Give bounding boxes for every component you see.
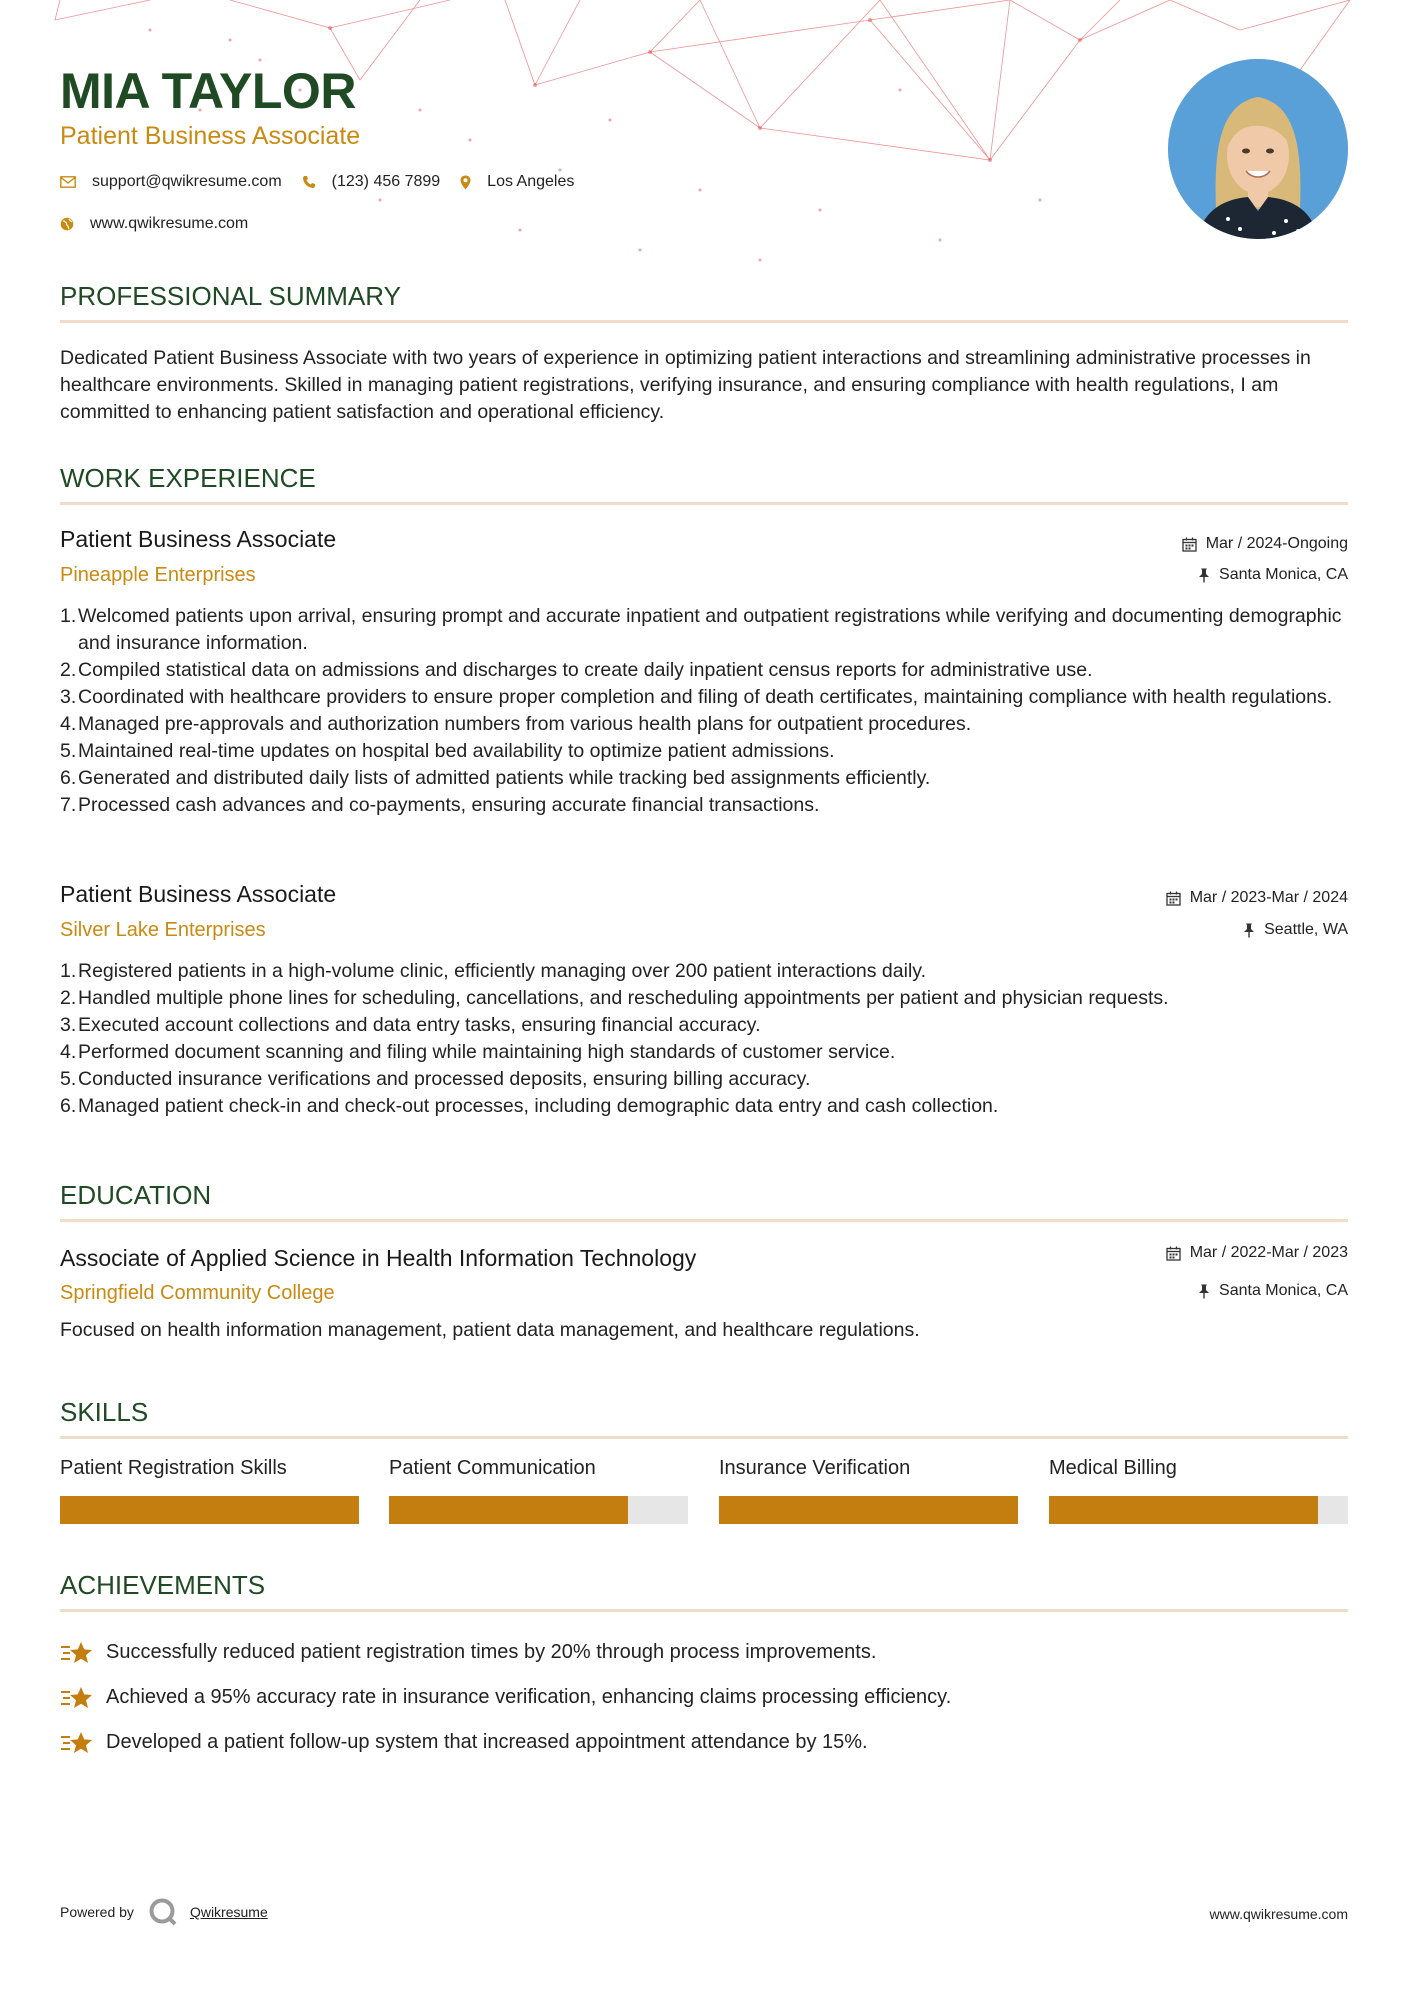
skill-bar (60, 1496, 359, 1524)
website-text: www.qwikresume.com (90, 215, 249, 232)
summary-text: Dedicated Patient Business Associate with two years of experience in optimizing patient interactions and streamlining administrative processes in healthcare environments. Skilled in managing patient registrations, verifying insurance, and ensuring compliance with health regulations, I am committed to enhancing patient satisfaction and operational efficiency. (60, 347, 1311, 423)
skill-name: Medical Billing (1049, 1457, 1177, 1479)
skill-item (1049, 1455, 1348, 1481)
contact-row-secondary (60, 215, 268, 233)
job-bullet: 5. Conducted insurance verifications and processed deposits, ensuring billing accuracy. (60, 1068, 811, 1090)
education-divider (60, 1219, 1348, 1222)
qwikresume-logo-icon (148, 1897, 178, 1927)
summary-divider (60, 320, 1348, 323)
job-location-text: Santa Monica, CA (1219, 566, 1348, 583)
contact-email[interactable] (60, 173, 282, 191)
skills-divider (60, 1436, 1348, 1439)
job-dates-text: Mar / 2023-Mar / 2024 (1189, 889, 1348, 906)
summary-heading: PROFESSIONAL SUMMARY (60, 281, 401, 311)
footer-url[interactable]: www.qwikresume.com (1209, 1906, 1348, 1922)
star-icon (60, 1639, 94, 1667)
job-bullet: 2. Compiled statistical data on admissions and discharges to create daily inpatient census reports for administrative use. (60, 659, 1093, 681)
map-pin-icon (460, 175, 471, 190)
skill-item (60, 1455, 359, 1481)
experience-divider (60, 502, 1348, 505)
skill-bar (1049, 1496, 1348, 1524)
footer-powered-by (60, 1897, 268, 1927)
job-bullet: 6. Generated and distributed daily lists of admitted patients while tracking bed assignments efficiently. (60, 767, 931, 789)
skills-heading: SKILLS (60, 1397, 149, 1427)
skill-name: Patient Communication (389, 1457, 596, 1479)
pushpin-icon (1198, 1284, 1210, 1299)
envelope-icon (60, 176, 76, 188)
email-text: support@qwikresume.com (92, 173, 282, 190)
job-dates-text: Mar / 2024-Ongoing (1205, 535, 1348, 552)
job-title: Patient Business Associate (60, 881, 337, 907)
achievements-list (60, 1630, 1348, 1765)
achievement-item: Developed a patient follow-up system that increased appointment attendance by 15%. (60, 1720, 1348, 1765)
candidate-role: Patient Business Associate (60, 122, 361, 150)
job-bullet: 3. Coordinated with healthcare providers to ensure proper completion and filing of death certificates, maintaining compliance with health regulations. (60, 686, 1333, 708)
skill-item (389, 1455, 688, 1481)
education-location (1198, 1281, 1348, 1301)
skill-bar-fill (719, 1496, 1018, 1524)
location-text: Los Angeles (487, 173, 575, 190)
calendar-icon (1166, 891, 1181, 906)
job-bullet: 1. Welcomed patients upon arrival, ensuring prompt and accurate inpatient and outpatient registrations while verifying and documenting demographic and insurance information. (60, 605, 1342, 654)
job-bullet: 7. Processed cash advances and co-payments, ensuring accurate financial transactions. (60, 794, 820, 816)
skill-item (719, 1455, 1018, 1481)
achievements-heading: ACHIEVEMENTS (60, 1570, 266, 1600)
phone-text: (123) 456 7899 (331, 173, 441, 190)
school-name: Springfield Community College (60, 1282, 335, 1304)
star-icon (60, 1729, 94, 1757)
job-bullet: 5. Maintained real-time updates on hospital bed availability to optimize patient admissions. (60, 740, 835, 762)
skill-bar-fill (60, 1496, 359, 1524)
candidate-name: MIA TAYLOR (60, 63, 356, 119)
job-title: Patient Business Associate (60, 526, 337, 552)
qwikresume-link[interactable]: Qwikresume (189, 1904, 268, 1920)
skill-bar-fill (1049, 1496, 1318, 1524)
globe-icon (60, 217, 74, 231)
job-company: Silver Lake Enterprises (60, 919, 266, 941)
job-company: Pineapple Enterprises (60, 564, 256, 586)
profile-photo (1168, 59, 1348, 239)
skills-grid (60, 1455, 1348, 1525)
job-location-text: Seattle, WA (1264, 921, 1348, 938)
contact-location (460, 173, 574, 191)
contact-website[interactable] (60, 215, 248, 233)
education-description: Focused on health information management, patient data management, and healthcare regulations. (60, 1319, 920, 1341)
job-bullet: 4. Managed pre-approvals and authorization numbers from various health plans for outpatient procedures. (60, 713, 972, 735)
education-heading: EDUCATION (60, 1180, 212, 1210)
contact-row-primary (60, 173, 594, 191)
job-location (1198, 565, 1348, 585)
calendar-icon (1166, 1246, 1181, 1261)
avatar-illustration (1168, 59, 1348, 239)
job-bullet: 6. Managed patient check-in and check-out processes, including demographic data entry and cash collection. (60, 1095, 999, 1117)
degree-title: Associate of Applied Science in Health Information Technology (60, 1245, 697, 1271)
job-dates (1182, 534, 1348, 554)
education-dates (1166, 1243, 1348, 1263)
experience-heading: WORK EXPERIENCE (60, 463, 316, 493)
skill-name: Patient Registration Skills (60, 1457, 287, 1479)
contact-phone[interactable] (302, 173, 441, 191)
skill-bar-fill (389, 1496, 628, 1524)
job-bullet: 4. Performed document scanning and filing while maintaining high standards of customer service. (60, 1041, 896, 1063)
achievement-item: Successfully reduced patient registration times by 20% through process improvements. (60, 1630, 1348, 1675)
skill-bar (719, 1496, 1018, 1524)
phone-icon (302, 175, 316, 189)
skill-bar (389, 1496, 688, 1524)
pushpin-icon (1198, 568, 1210, 583)
job-location (1243, 920, 1348, 940)
star-icon (60, 1684, 94, 1712)
job-dates (1166, 888, 1348, 908)
achievement-item: Achieved a 95% accuracy rate in insurance verification, enhancing claims processing efficiency. (60, 1675, 1348, 1720)
job-bullet: 2. Handled multiple phone lines for scheduling, cancellations, and rescheduling appointments per patient and physician requests. (60, 987, 1169, 1009)
job-bullets (60, 603, 1348, 819)
achievements-divider (60, 1609, 1348, 1612)
education-dates-text: Mar / 2022-Mar / 2023 (1189, 1244, 1348, 1261)
job-bullet: 1. Registered patients in a high-volume clinic, efficiently managing over 200 patient interactions daily. (60, 960, 927, 982)
job-bullet: 3. Executed account collections and data entry tasks, ensuring financial accuracy. (60, 1014, 761, 1036)
job-bullets (60, 958, 1348, 1120)
powered-by-label: Powered by (60, 1904, 134, 1920)
education-location-text: Santa Monica, CA (1219, 1282, 1348, 1299)
skill-name: Insurance Verification (719, 1457, 911, 1479)
calendar-icon (1182, 537, 1197, 552)
pushpin-icon (1243, 923, 1255, 938)
